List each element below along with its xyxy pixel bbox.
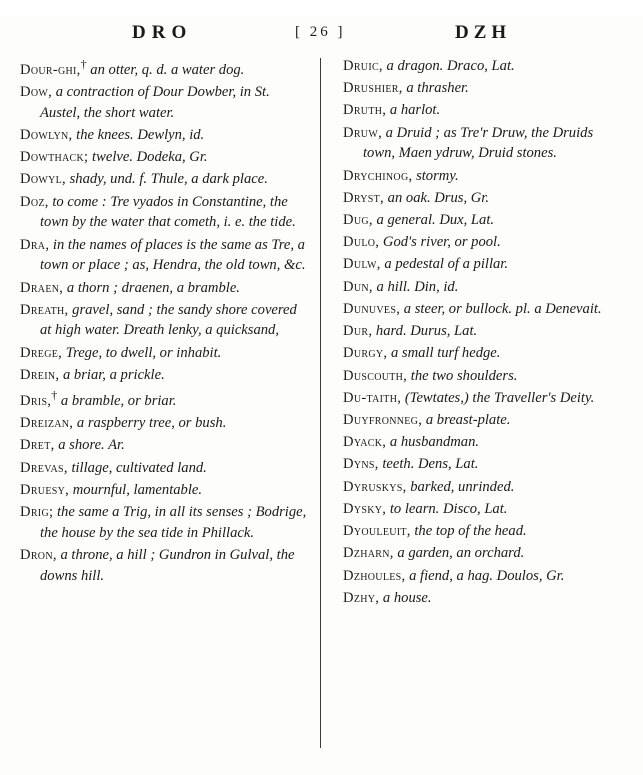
dictionary-entry [20,365,308,386]
entry-headword: Dret, [20,437,55,454]
entry-definition: a thorn ; draenen, a bramble. [63,279,240,296]
entry-headword: Druth, [343,102,387,119]
entry-definition: to learn. Disco, Lat. [386,500,508,517]
entry-headword: Dris, [20,393,52,409]
running-head-right: DZH [455,22,512,43]
page-number-bracket-close: ] [337,24,346,40]
entry-headword: Drevas, [20,459,68,476]
entry-definition: a raspberry tree, or bush. [73,415,227,432]
dictionary-entry [343,277,623,298]
entry-headword: Dun, [343,278,373,295]
two-column-body [0,56,643,750]
entry-headword: Duyfronneg, [343,412,423,428]
dictionary-entry [343,321,623,342]
dictionary-entry [343,166,623,187]
entry-definition: a pedestal of a pillar. [380,256,509,273]
right-column [325,56,623,750]
dictionary-entry [343,299,623,320]
dictionary-entry [20,387,308,412]
entry-headword: Drege, [20,344,63,361]
dictionary-entry [343,477,623,498]
entry-definition: a contraction of Dour Dowber, in St. Austel, the short water. [40,84,270,121]
running-head-left: DRO [132,22,193,43]
entry-definition: a steer, or bullock. pl. a Denevait. [400,300,602,317]
entry-definition: a garden, an orchard. [393,545,525,562]
dictionary-entry [343,366,623,387]
dictionary-entry [343,232,623,253]
page-number-bracket-open: [ [295,24,303,40]
entry-headword: Dreath, [20,301,69,318]
entry-definition: a breast-plate. [422,412,511,428]
dictionary-entry [20,300,308,341]
entry-headword: Du-taith, [343,389,402,406]
dictionary-entry [343,454,623,475]
entry-definition: a small turf hedge. [387,345,501,362]
entry-definition: a shore. Ar. [54,437,125,454]
page-header [0,16,643,56]
dictionary-entry [20,502,308,543]
entry-definition: a fiend, a hag. Doulos, Gr. [405,567,565,584]
entry-definition: a husbandman. [386,434,480,451]
entry-headword: Dowthack; [20,149,89,166]
entry-headword: Dunuves, [343,300,401,317]
entry-definition: twelve. Dodeka, Gr. [88,149,208,166]
entry-definition: (Tewtates,) the Traveller's Deity. [401,389,595,406]
entry-definition: mournful, lamentable. [69,481,203,498]
entry-headword: Druesy, [20,481,70,498]
dictionary-entry [343,254,623,275]
entry-definition: an otter, q. d. a water dog. [86,61,245,78]
entry-headword: Druic, [343,58,383,74]
entry-headword: Drig; [20,504,54,521]
entry-headword: Dyruskys, [343,478,407,495]
entry-headword: Dow, [20,84,53,101]
entry-headword: Dzharn, [343,545,394,562]
entry-definition: the knees. Dewlyn, id. [72,127,205,144]
dictionary-entry [343,499,623,520]
entry-definition: hard. Durus, Lat. [372,323,478,340]
dictionary-entry [343,388,623,409]
entry-definition: a throne, a hill ; Gundron in Gulval, the downs hill. [40,547,295,584]
dictionary-entry [343,432,623,453]
entry-definition: teeth. Dens, Lat. [378,456,479,473]
entry-headword: Drushier, [343,80,403,97]
dictionary-entry [343,210,623,231]
entry-headword: Drein, [20,366,60,383]
dictionary-entry [20,458,308,479]
entry-headword: Draen, [20,279,64,296]
entry-headword: Drychinog, [343,167,413,184]
entry-headword: Dysky, [343,500,387,517]
entry-definition: a harlot. [386,102,441,119]
entry-definition: a briar, a prickle. [59,366,165,383]
dictionary-entry [343,100,623,121]
entry-definition: a general. Dux, Lat. [372,212,495,229]
dictionary-entry [343,343,623,364]
dictionary-entry [343,188,623,209]
dictionary-entry [20,435,308,456]
entry-definition: a Druid ; as Tre'r Druw, the Druids town, Maen ydruw, Druid stones. [363,124,594,162]
dictionary-entry [20,343,308,364]
dictionary-entry [343,123,623,164]
entry-headword: Durgy, [343,345,388,362]
entry-definition: the top of the head. [410,523,527,540]
entry-definition: the two shoulders. [407,367,518,384]
dictionary-entry [20,147,308,168]
entry-definition: the same a Trig, in all its senses ; Bodrige, the house by the sea tide in Phillack. [40,504,307,541]
dictionary-entry [20,82,308,123]
entry-definition: God's river, or pool. [379,234,501,251]
entry-definition: a hill. Din, id. [372,278,459,295]
entry-definition: Trege, to dwell, or inhabit. [62,344,222,361]
entry-headword: Dulo, [343,234,380,251]
dictionary-entry [20,480,308,501]
dagger-icon: † [80,57,87,71]
dictionary-entry [20,125,308,146]
entry-definition: a dragon. Draco, Lat. [382,58,515,74]
entry-definition: an oak. Drus, Gr. [384,189,489,206]
entry-definition: a thrasher. [402,80,469,97]
entry-definition: stormy. [412,167,459,184]
dictionary-entry [343,566,623,587]
dictionary-entry [343,588,623,609]
page-number-value: 26 [309,24,331,40]
entry-headword: Dreizan, [20,415,74,432]
entry-headword: Doz, [20,193,49,210]
entry-definition: gravel, sand ; the sandy shore covered at high water. Dreath lenky, a quicksand, [40,301,297,339]
entry-headword: Dulw, [343,256,381,273]
dictionary-entry [343,78,623,99]
dictionary-entry [20,545,308,586]
entry-headword: Dron, [20,547,57,564]
entry-definition: to come : Tre vyados in Constantine, the town by the water that cometh, i. e. the tide. [40,193,296,231]
entry-headword: Dyouleuit, [343,523,411,540]
dictionary-entry [20,278,308,299]
entry-headword: Dzhoules, [343,567,406,584]
dictionary-entry [343,521,623,542]
entry-headword: Dyack, [343,434,387,451]
entry-headword: Dra, [20,236,50,253]
dagger-icon: † [51,388,58,403]
entry-definition: barked, unrinded. [406,478,515,495]
entry-definition: shady, und. f. Thule, a dark place. [65,171,268,188]
entry-headword: Dzhy, [343,589,380,606]
column-divider-rule [320,58,321,748]
dictionary-entry [20,192,308,233]
entry-headword: Druw, [343,124,383,141]
entry-definition: in the names of places is the same as Tre, a town or place ; as, Hendra, the old town, &c. [40,236,306,274]
dictionary-entry [20,56,308,81]
page-number [295,24,346,41]
entry-headword: Dug, [343,212,373,229]
dictionary-entry [343,410,623,431]
entry-definition: a house. [379,589,432,606]
dictionary-page [0,16,643,775]
entry-headword: Dyns, [343,456,379,473]
dictionary-entry [343,543,623,564]
entry-headword: Dowyl, [20,171,66,188]
entry-headword: Dour-ghi, [20,61,81,78]
entry-headword: Duscouth, [343,367,408,384]
entry-definition: a bramble, or briar. [57,393,177,409]
dictionary-entry [20,413,308,434]
entry-headword: Dryst, [343,189,384,206]
dictionary-entry [343,56,623,77]
entry-definition: tillage, cultivated land. [67,459,207,476]
dictionary-entry [20,235,308,276]
entry-headword: Dowlyn, [20,127,73,144]
dictionary-entry [20,169,308,190]
left-column [20,56,318,750]
entry-headword: Dur, [343,323,373,340]
